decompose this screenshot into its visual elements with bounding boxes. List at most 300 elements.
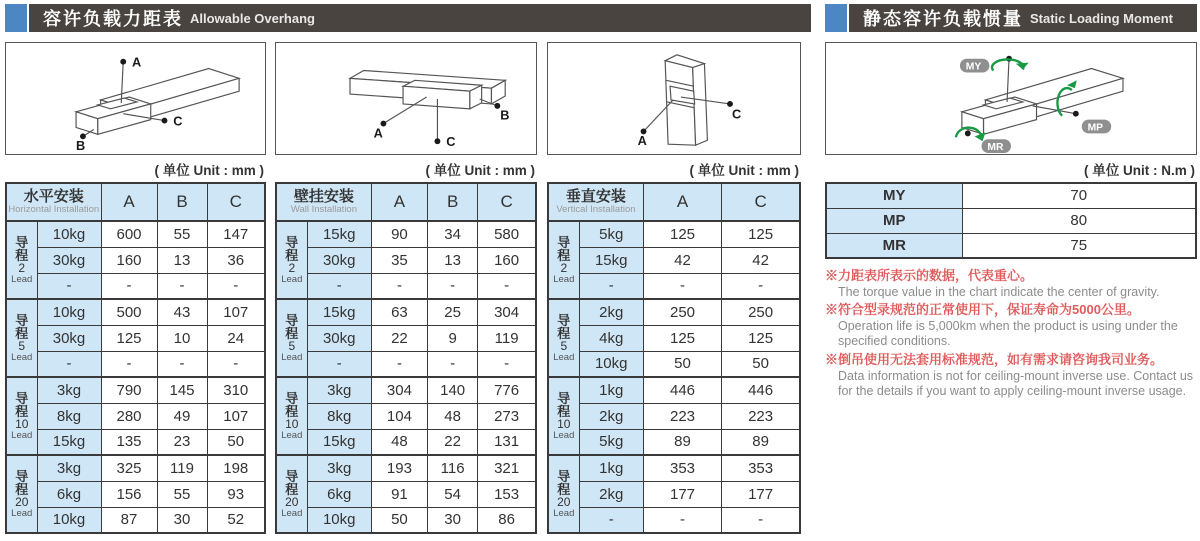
value-cell: - — [101, 273, 157, 299]
value-cell: 153 — [478, 481, 536, 507]
table-row — [6, 221, 265, 247]
value-cell: - — [428, 351, 478, 377]
lead-cell — [6, 455, 37, 533]
note-cn: ※倒吊使用无法套用标准规范，如有需求请咨询我司业务。 — [825, 351, 1164, 367]
installation-title-en: Horizontal Installation — [8, 204, 100, 216]
value-cell: 104 — [371, 403, 427, 429]
value-cell: - — [207, 273, 265, 299]
value-cell: - — [207, 351, 265, 377]
lead-number: 2 — [288, 261, 296, 276]
value-cell: 131 — [478, 429, 536, 455]
note-en: Operation life is 5,000km when the product is using under the specified conditions. — [838, 318, 1178, 349]
note-en: Data information is not for ceiling-mount inverse use. Contact us for the details if you want to apply ceiling-mount inverse usage. — [838, 368, 1194, 399]
value-cell: 50 — [207, 429, 265, 455]
lead-word: Lead — [281, 429, 303, 441]
lead-word: Lead — [11, 273, 33, 285]
moment-diagram — [825, 42, 1197, 155]
value-cell: 304 — [371, 377, 427, 403]
value-cell: 125 — [643, 221, 721, 247]
installation-title-en: Vertical Installation — [556, 204, 636, 216]
point-c-label: C — [731, 106, 742, 122]
value-cell: 55 — [157, 221, 207, 247]
lead-char: 导 — [285, 312, 299, 328]
value-cell: 89 — [722, 429, 800, 455]
lead-word: Lead — [281, 507, 303, 519]
section-title-cn: 静态容许负载惯量 — [863, 9, 1023, 29]
weight-cell: 5kg — [579, 429, 643, 455]
weight-cell: 10kg — [37, 221, 101, 247]
lead-char: 程 — [557, 482, 571, 498]
value-cell: 321 — [478, 455, 536, 481]
value-cell: - — [371, 273, 427, 299]
value-cell: 50 — [371, 507, 427, 533]
value-cell: 156 — [101, 481, 157, 507]
note-en: The torque value in the chart indicate the center of gravity. — [838, 284, 1160, 299]
weight-cell: 3kg — [37, 377, 101, 403]
value-cell: 43 — [157, 299, 207, 325]
value-cell: 107 — [207, 403, 265, 429]
weight-cell: 8kg — [37, 403, 101, 429]
value-cell: 198 — [207, 455, 265, 481]
table-row — [6, 273, 265, 299]
value-cell: 91 — [371, 481, 427, 507]
lead-char: 程 — [285, 404, 299, 420]
weight-cell: 2kg — [579, 403, 643, 429]
lead-char: 导 — [15, 312, 29, 328]
lead-cell — [6, 221, 37, 299]
value-cell: 24 — [207, 325, 265, 351]
lead-char: 程 — [285, 248, 299, 264]
lead-char: 程 — [285, 482, 299, 498]
moment-row — [826, 183, 1196, 208]
point-b-label: B — [76, 138, 86, 154]
table-row — [6, 351, 265, 377]
value-cell: - — [643, 507, 721, 533]
wall-installation-diagram — [275, 42, 537, 155]
column-header-b: B — [157, 183, 207, 221]
value-cell: 273 — [478, 403, 536, 429]
overhang-table-horizontal — [5, 182, 266, 534]
value-cell: 776 — [478, 377, 536, 403]
table-row — [6, 403, 265, 429]
horizontal-installation-diagram — [5, 42, 266, 155]
horizontal-installation-panel — [5, 42, 266, 534]
value-cell: - — [157, 351, 207, 377]
table-row — [548, 273, 800, 299]
table-row — [548, 507, 800, 533]
table-header-row — [276, 183, 536, 221]
lead-number: 20 — [557, 495, 571, 510]
value-cell: 177 — [643, 481, 721, 507]
column-header-c: C — [478, 183, 536, 221]
lead-char: 导 — [285, 390, 299, 406]
table-row — [276, 455, 536, 481]
lead-word: Lead — [11, 507, 33, 519]
table-row — [6, 325, 265, 351]
value-cell: 125 — [643, 325, 721, 351]
value-cell: 13 — [157, 247, 207, 273]
value-cell: 22 — [371, 325, 427, 351]
lead-word: Lead — [553, 429, 575, 441]
table-row — [6, 507, 265, 533]
point-c-label: C — [173, 113, 183, 129]
column-header-c: C — [207, 183, 265, 221]
weight-cell: 10kg — [37, 299, 101, 325]
lead-number: 20 — [285, 495, 299, 510]
weight-cell: - — [579, 273, 643, 299]
table-row — [6, 247, 265, 273]
table-row — [548, 351, 800, 377]
value-cell: 48 — [371, 429, 427, 455]
weight-cell: 30kg — [307, 325, 371, 351]
lead-char: 程 — [15, 404, 29, 420]
value-cell: 63 — [371, 299, 427, 325]
table-row — [276, 481, 536, 507]
weight-cell: 15kg — [307, 299, 371, 325]
weight-cell: 4kg — [579, 325, 643, 351]
table-row — [548, 403, 800, 429]
value-cell: 13 — [428, 247, 478, 273]
value-cell: 193 — [371, 455, 427, 481]
note-cn: ※符合型录规范的正常使用下，保证寿命为5000公里。 — [825, 302, 1140, 318]
table-header-row — [548, 183, 800, 221]
weight-cell: 30kg — [37, 247, 101, 273]
value-cell: 250 — [643, 299, 721, 325]
lead-cell — [548, 377, 579, 455]
weight-cell: - — [307, 351, 371, 377]
section-title-cn: 容许负载力距表 — [43, 9, 183, 29]
unit-label-mm: ( 单位 Unit : mm ) — [425, 163, 535, 178]
value-cell: 50 — [643, 351, 721, 377]
installation-header — [276, 183, 371, 221]
value-cell: 600 — [101, 221, 157, 247]
weight-cell: 10kg — [579, 351, 643, 377]
table-row — [276, 507, 536, 533]
table-row — [548, 429, 800, 455]
value-cell: 160 — [101, 247, 157, 273]
value-cell: 446 — [643, 377, 721, 403]
moment-label: MP — [826, 208, 962, 233]
installation-title-cn: 垂直安装 — [565, 188, 626, 206]
column-header-a: A — [101, 183, 157, 221]
value-cell: 48 — [428, 403, 478, 429]
weight-cell: 30kg — [37, 325, 101, 351]
value-cell: 140 — [428, 377, 478, 403]
unit-label-mm: ( 单位 Unit : mm ) — [154, 163, 264, 178]
weight-cell: 15kg — [579, 247, 643, 273]
lead-number: 2 — [560, 261, 568, 276]
value-cell: 250 — [722, 299, 800, 325]
weight-cell: - — [37, 351, 101, 377]
lead-number: 5 — [18, 339, 26, 354]
weight-cell: 10kg — [37, 507, 101, 533]
value-cell: 353 — [722, 455, 800, 481]
value-cell: 145 — [157, 377, 207, 403]
value-cell: 160 — [478, 247, 536, 273]
installation-title-en: Wall Installation — [290, 204, 358, 216]
lead-word: Lead — [281, 351, 303, 363]
value-cell: - — [101, 351, 157, 377]
table-row — [548, 247, 800, 273]
moment-value: 70 — [962, 183, 1196, 208]
notes-block — [825, 267, 1197, 400]
lead-number: 10 — [285, 417, 299, 432]
table-row — [6, 429, 265, 455]
table-row — [548, 377, 800, 403]
value-cell: 30 — [428, 507, 478, 533]
table-row — [276, 403, 536, 429]
value-cell: 119 — [157, 455, 207, 481]
value-cell: 54 — [428, 481, 478, 507]
installation-title-cn: 壁挂安装 — [293, 188, 354, 206]
value-cell: 125 — [722, 325, 800, 351]
lead-number: 5 — [288, 339, 296, 354]
section-title-en: Static Loading Moment — [1030, 10, 1173, 26]
lead-char: 导 — [285, 234, 299, 250]
value-cell: 30 — [157, 507, 207, 533]
weight-cell: - — [307, 273, 371, 299]
value-cell: - — [722, 507, 800, 533]
lead-cell — [276, 221, 307, 299]
value-cell: 223 — [722, 403, 800, 429]
lead-number: 2 — [18, 261, 26, 276]
weight-cell: - — [579, 507, 643, 533]
value-cell: 50 — [722, 351, 800, 377]
value-cell: 790 — [101, 377, 157, 403]
lead-cell — [276, 377, 307, 455]
lead-word: Lead — [553, 351, 575, 363]
value-cell: 86 — [478, 507, 536, 533]
value-cell: 42 — [643, 247, 721, 273]
lead-char: 程 — [15, 482, 29, 498]
weight-cell: 3kg — [307, 377, 371, 403]
lead-char: 导 — [15, 468, 29, 484]
value-cell: 34 — [428, 221, 478, 247]
column-header-a: A — [371, 183, 427, 221]
value-cell: - — [478, 273, 536, 299]
point-a-label: A — [132, 54, 142, 70]
lead-char: 程 — [557, 326, 571, 342]
unit-label-nm: ( 单位 Unit : N.m ) — [1084, 163, 1195, 178]
moment-label: MY — [826, 183, 962, 208]
weight-cell: 15kg — [307, 221, 371, 247]
lead-cell — [548, 455, 579, 533]
mp-badge-label: MP — [1087, 122, 1104, 134]
lead-char: 导 — [557, 468, 571, 484]
value-cell: - — [371, 351, 427, 377]
weight-cell: 3kg — [37, 455, 101, 481]
value-cell: - — [478, 351, 536, 377]
lead-number: 10 — [557, 417, 571, 432]
wall-installation-panel — [275, 42, 537, 534]
value-cell: 42 — [722, 247, 800, 273]
installation-header — [6, 183, 101, 221]
note-cn: ※力距表所表示的数据，代表重心。 — [825, 268, 1034, 283]
moment-value: 80 — [962, 208, 1196, 233]
moment-value: 75 — [962, 233, 1196, 258]
value-cell: - — [643, 273, 721, 299]
table-row — [276, 221, 536, 247]
weight-cell: 6kg — [307, 481, 371, 507]
vertical-actuator-illustration — [548, 43, 800, 154]
static-loading-moment-panel — [825, 42, 1197, 401]
unit-label-mm: ( 单位 Unit : mm ) — [689, 163, 799, 178]
value-cell: 325 — [101, 455, 157, 481]
value-cell: 25 — [428, 299, 478, 325]
lead-cell — [548, 221, 579, 299]
column-header-a: A — [643, 183, 721, 221]
installation-title-cn: 水平安装 — [23, 188, 84, 206]
lead-cell — [276, 455, 307, 533]
weight-cell: 2kg — [579, 481, 643, 507]
value-cell: 119 — [478, 325, 536, 351]
value-cell: 135 — [101, 429, 157, 455]
value-cell: 87 — [101, 507, 157, 533]
table-header-row — [6, 183, 265, 221]
lead-cell — [6, 377, 37, 455]
value-cell: - — [428, 273, 478, 299]
point-b-label: B — [500, 107, 510, 123]
lead-char: 导 — [285, 468, 299, 484]
value-cell: 55 — [157, 481, 207, 507]
static-loading-moment-header — [825, 4, 1197, 32]
value-cell: 304 — [478, 299, 536, 325]
table-row — [548, 325, 800, 351]
table-row — [276, 351, 536, 377]
table-row — [276, 429, 536, 455]
value-cell: 49 — [157, 403, 207, 429]
table-row — [6, 481, 265, 507]
weight-cell: 6kg — [37, 481, 101, 507]
vertical-installation-panel — [547, 42, 801, 534]
weight-cell: 1kg — [579, 455, 643, 481]
lead-number: 5 — [560, 339, 568, 354]
value-cell: 500 — [101, 299, 157, 325]
lead-number: 20 — [15, 495, 29, 510]
lead-word: Lead — [11, 351, 33, 363]
moment-actuator-illustration — [826, 43, 1196, 154]
value-cell: 9 — [428, 325, 478, 351]
lead-char: 程 — [285, 326, 299, 342]
blue-accent-square — [5, 4, 29, 32]
point-a-label: A — [373, 125, 383, 141]
value-cell: 10 — [157, 325, 207, 351]
lead-word: Lead — [11, 429, 33, 441]
value-cell: 107 — [207, 299, 265, 325]
value-cell: 147 — [207, 221, 265, 247]
table-row — [276, 273, 536, 299]
table-row — [548, 299, 800, 325]
table-row — [276, 377, 536, 403]
horizontal-actuator-illustration — [6, 43, 265, 154]
weight-cell: 2kg — [579, 299, 643, 325]
weight-cell: 1kg — [579, 377, 643, 403]
value-cell: 90 — [371, 221, 427, 247]
lead-char: 程 — [15, 248, 29, 264]
mr-badge-label: MR — [987, 142, 1004, 154]
moment-label: MR — [826, 233, 962, 258]
moment-row — [826, 233, 1196, 258]
value-cell: 446 — [722, 377, 800, 403]
lead-char: 程 — [557, 248, 571, 264]
value-cell: 280 — [101, 403, 157, 429]
value-cell: 353 — [643, 455, 721, 481]
table-row — [276, 247, 536, 273]
weight-cell: 5kg — [579, 221, 643, 247]
value-cell: 52 — [207, 507, 265, 533]
lead-word: Lead — [553, 273, 575, 285]
table-row — [276, 299, 536, 325]
vertical-installation-diagram — [547, 42, 801, 155]
overhang-table-vertical — [547, 182, 801, 534]
lead-char: 导 — [557, 312, 571, 328]
lead-cell — [548, 299, 579, 377]
installation-header — [548, 183, 643, 221]
table-row — [548, 481, 800, 507]
column-header-b: B — [428, 183, 478, 221]
table-row — [6, 455, 265, 481]
moment-table — [825, 182, 1197, 259]
point-c-label: C — [446, 134, 456, 150]
table-row — [548, 221, 800, 247]
lead-number: 10 — [15, 417, 29, 432]
lead-char: 导 — [15, 234, 29, 250]
value-cell: 36 — [207, 247, 265, 273]
allowable-overhang-header — [5, 4, 811, 32]
value-cell: 22 — [428, 429, 478, 455]
lead-char: 导 — [557, 234, 571, 250]
weight-cell: 8kg — [307, 403, 371, 429]
lead-char: 程 — [15, 326, 29, 342]
lead-word: Lead — [281, 273, 303, 285]
weight-cell: 15kg — [307, 429, 371, 455]
moment-row — [826, 208, 1196, 233]
overhang-table-wall — [275, 182, 537, 534]
lead-cell — [6, 299, 37, 377]
lead-char: 导 — [557, 390, 571, 406]
value-cell: - — [722, 273, 800, 299]
value-cell: 93 — [207, 481, 265, 507]
weight-cell: - — [37, 273, 101, 299]
my-badge-label: MY — [965, 61, 982, 73]
lead-char: 导 — [15, 390, 29, 406]
value-cell: 177 — [722, 481, 800, 507]
table-row — [276, 325, 536, 351]
value-cell: 580 — [478, 221, 536, 247]
weight-cell: 30kg — [307, 247, 371, 273]
value-cell: - — [157, 273, 207, 299]
value-cell: 23 — [157, 429, 207, 455]
lead-cell — [276, 299, 307, 377]
value-cell: 35 — [371, 247, 427, 273]
wall-actuator-illustration — [276, 43, 536, 154]
value-cell: 116 — [428, 455, 478, 481]
weight-cell: 15kg — [37, 429, 101, 455]
value-cell: 310 — [207, 377, 265, 403]
table-row — [6, 299, 265, 325]
weight-cell: 3kg — [307, 455, 371, 481]
blue-accent-square — [825, 4, 849, 32]
value-cell: 89 — [643, 429, 721, 455]
value-cell: 125 — [722, 221, 800, 247]
value-cell: 223 — [643, 403, 721, 429]
column-header-c: C — [722, 183, 800, 221]
lead-char: 程 — [557, 404, 571, 420]
value-cell: 125 — [101, 325, 157, 351]
point-a-label: A — [637, 133, 647, 149]
section-title-en: Allowable Overhang — [190, 10, 315, 26]
lead-word: Lead — [553, 507, 575, 519]
